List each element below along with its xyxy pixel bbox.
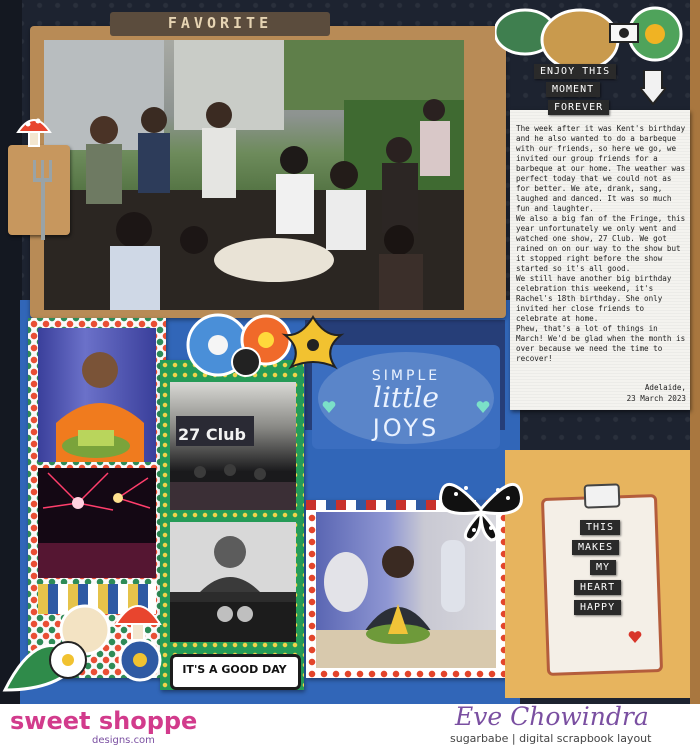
enjoy-tape-3: FOREVER xyxy=(548,100,609,115)
red-heart-icon xyxy=(628,630,642,644)
simple-joys-line1: SIMPLE xyxy=(371,368,441,384)
heart-left-icon xyxy=(322,400,336,414)
heart-tape-5: HAPPY xyxy=(574,600,621,615)
brand-main: sweet shoppe xyxy=(10,707,198,735)
simple-joys-line2: little xyxy=(373,381,439,414)
clipboard-clip xyxy=(584,483,621,508)
designer-credit: sugarbabe | digital scrapbook layout xyxy=(450,732,652,745)
party-photo xyxy=(44,40,464,310)
journal-place: Adelaide, xyxy=(644,383,686,392)
garden-fork-icon xyxy=(30,160,56,240)
simple-joys-line3: JOYS xyxy=(372,414,440,442)
designer-name: Eve Chowindra xyxy=(455,702,649,731)
stage-27-club-photo xyxy=(170,382,296,510)
journal-paragraph-2: We also a big fan of the Fringe, this year unfortunately we only went and watched one show, 27 Club. We got rained on on our way to the show but it stopped right before the show started so it's all good. xyxy=(516,214,686,273)
stage-art xyxy=(170,382,296,510)
favorite-title: FAVORITE xyxy=(167,14,273,32)
journal-paragraph-1: The week after it was Kent's birthday and he also wanted to do a barbeque with our friends, so here we go, we invited our group friends for a barbeque at our home. The weather was perfect today that we could not as for better. We ate, drank, sang, laughed and danced. It was so much fun and laughter. xyxy=(516,124,686,213)
mushroom-sticker-icon xyxy=(14,110,54,150)
center-flower-cluster xyxy=(178,300,348,400)
journal-text xyxy=(516,124,688,364)
stage-sign-text: 27 Club xyxy=(178,425,246,444)
heart-right-icon xyxy=(476,400,490,414)
enjoy-tape-1: ENJOY THIS xyxy=(534,64,616,79)
orange-shirt-photo xyxy=(38,328,156,462)
arrow-down-icon xyxy=(640,70,666,106)
party-photo-art xyxy=(44,40,464,310)
journal-paragraph-4: Phew, that's a lot of things in March! We'd be glad when the month is over because we need the time to recover! xyxy=(516,324,686,363)
fireworks-art xyxy=(38,468,156,578)
heart-tape-3: MY xyxy=(590,560,616,575)
right-edge-strip xyxy=(690,0,700,704)
butterfly-sticker xyxy=(436,474,526,544)
singer-art xyxy=(170,522,296,642)
heart-tape-2: MAKES xyxy=(572,540,619,555)
enjoy-tape-2: MOMENT xyxy=(546,82,600,97)
bottom-left-sticker-cluster xyxy=(0,580,175,700)
heart-tape-1: THIS xyxy=(580,520,620,535)
journal-date: 23 March 2023 xyxy=(626,394,686,403)
orange-shirt-art xyxy=(38,328,156,462)
heart-tape-4: HEART xyxy=(574,580,621,595)
journal-paragraph-3: We still have another big birthday celebration this weekend, it's Rachel's 18th birthday. She only invited her close friends to celebrate at home. xyxy=(516,274,672,323)
fireworks-photo xyxy=(38,468,156,578)
brand-sub: designs.com xyxy=(92,735,155,746)
singer-photo xyxy=(170,522,296,642)
good-day-label: IT'S A GOOD DAY xyxy=(182,663,287,676)
